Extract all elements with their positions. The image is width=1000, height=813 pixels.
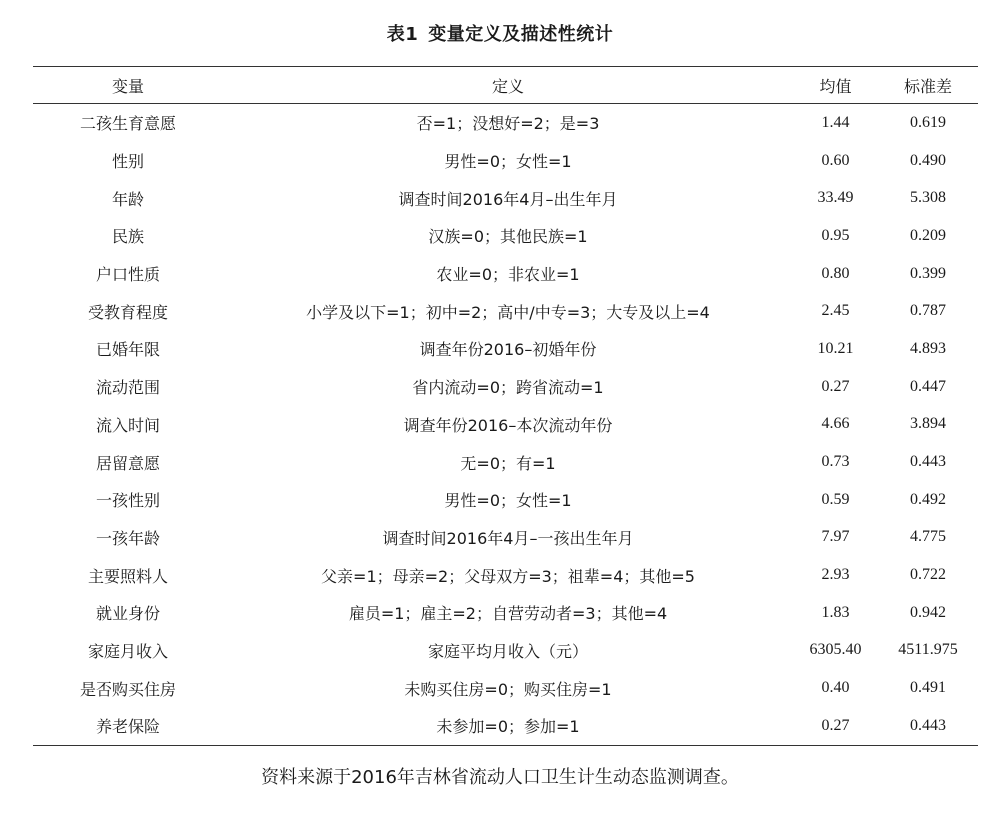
cell-definition: 汉族=0；其他民族=1 <box>428 227 588 247</box>
cell-definition: 调查年份2016–本次流动年份 <box>403 415 613 435</box>
cell-variable: 户口性质 <box>95 265 160 285</box>
table-row <box>33 556 978 594</box>
cell-mean: 0.40 <box>821 679 850 697</box>
header-definition: 定义 <box>491 76 524 96</box>
table-row <box>33 255 978 293</box>
cell-variable: 一孩年龄 <box>95 528 160 548</box>
cell-definition: 未参加=0；参加=1 <box>436 717 580 737</box>
cell-sd: 0.443 <box>910 453 946 471</box>
cell-mean: 0.27 <box>821 716 850 734</box>
table-row <box>33 368 978 406</box>
cell-definition: 父亲=1；母亲=2；父母双方=3；祖辈=4；其他=5 <box>321 566 695 586</box>
cell-sd: 4.893 <box>910 339 946 357</box>
table-body <box>33 104 978 746</box>
cell-sd: 4511.975 <box>898 641 958 659</box>
table-title-text: 变量定义及描述性统计 <box>428 24 614 45</box>
cell-sd: 4.775 <box>910 528 946 546</box>
cell-mean: 1.83 <box>821 603 850 621</box>
cell-mean: 10.21 <box>817 339 854 357</box>
cell-variable: 一孩性别 <box>95 491 160 511</box>
cell-definition: 男性=0；女性=1 <box>444 491 572 511</box>
cell-definition: 否=1；没想好=2；是=3 <box>416 114 600 134</box>
cell-variable: 流动范围 <box>95 378 160 398</box>
cell-definition: 雇员=1；雇主=2；自营劳动者=3；其他=4 <box>348 604 668 624</box>
cell-variable: 主要照料人 <box>87 566 168 586</box>
cell-variable: 居留意愿 <box>95 453 160 473</box>
cell-sd: 0.492 <box>910 490 946 508</box>
table-title <box>0 20 1000 46</box>
cell-definition: 男性=0；女性=1 <box>444 152 572 172</box>
cell-sd: 5.308 <box>910 189 946 207</box>
cell-definition: 调查时间2016年4月–出生年月 <box>398 189 618 209</box>
cell-mean: 0.59 <box>821 490 850 508</box>
cell-variable: 二孩生育意愿 <box>79 114 176 134</box>
table-row <box>33 632 978 670</box>
table-row <box>33 406 978 444</box>
cell-mean: 6305.40 <box>809 641 862 659</box>
cell-sd: 0.619 <box>910 113 946 131</box>
table-row <box>33 443 978 481</box>
header-row <box>33 67 978 104</box>
cell-sd: 0.399 <box>910 264 946 282</box>
cell-sd: 0.490 <box>910 151 946 169</box>
cell-sd: 3.894 <box>910 415 946 433</box>
cell-sd: 0.491 <box>910 679 946 697</box>
cell-mean: 0.95 <box>821 226 850 244</box>
cell-definition: 小学及以下=1；初中=2；高中/中专=3；大专及以上=4 <box>306 302 710 322</box>
table-row <box>33 669 978 707</box>
cell-variable: 是否购买住房 <box>79 679 176 699</box>
cell-definition: 无=0；有=1 <box>460 453 556 473</box>
cell-definition: 未购买住房=0；购买住房=1 <box>404 679 612 699</box>
cell-mean: 2.93 <box>821 566 850 584</box>
table-header <box>33 67 978 104</box>
cell-mean: 0.60 <box>821 151 850 169</box>
cell-mean: 7.97 <box>821 528 850 546</box>
cell-definition: 调查时间2016年4月–一孩出生年月 <box>382 528 634 548</box>
table-row <box>33 481 978 519</box>
header-variable: 变量 <box>111 76 144 96</box>
cell-variable: 流入时间 <box>95 415 160 435</box>
table-row <box>33 519 978 557</box>
cell-definition: 调查年份2016–初婚年份 <box>419 340 597 360</box>
cell-definition: 农业=0；非农业=1 <box>436 265 580 285</box>
cell-variable: 民族 <box>111 227 144 247</box>
cell-mean: 0.73 <box>821 453 850 471</box>
cell-variable: 就业身份 <box>95 604 160 624</box>
cell-mean: 0.80 <box>821 264 850 282</box>
cell-sd: 0.447 <box>910 377 946 395</box>
cell-variable: 已婚年限 <box>95 340 160 360</box>
table-row <box>33 292 978 330</box>
cell-sd: 0.942 <box>910 603 946 621</box>
data-source-note: 资料来源于2016年吉林省流动人口卫生计生动态监测调查。 <box>261 767 739 788</box>
header-mean: 均值 <box>819 76 852 96</box>
cell-variable: 养老保险 <box>95 717 160 737</box>
header-sd: 标准差 <box>903 76 952 96</box>
cell-mean: 0.27 <box>821 377 850 395</box>
cell-variable: 性别 <box>111 152 144 172</box>
cell-sd: 0.443 <box>910 716 946 734</box>
cell-mean: 2.45 <box>821 302 850 320</box>
cell-variable: 受教育程度 <box>87 302 168 322</box>
table-number: 表1 <box>386 24 419 45</box>
cell-mean: 1.44 <box>821 113 850 131</box>
table-row <box>33 104 978 142</box>
cell-definition: 省内流动=0；跨省流动=1 <box>412 378 604 398</box>
table-row <box>33 330 978 368</box>
table-row <box>33 179 978 217</box>
table-row <box>33 594 978 632</box>
table-row <box>33 707 978 745</box>
cell-definition: 家庭平均月收入（元） <box>427 641 588 661</box>
cell-mean: 4.66 <box>821 415 850 433</box>
cell-sd: 0.722 <box>910 566 946 584</box>
cell-mean: 33.49 <box>817 189 854 207</box>
cell-variable: 年龄 <box>111 189 144 209</box>
descriptive-statistics-table <box>33 66 978 746</box>
cell-variable: 家庭月收入 <box>87 641 168 661</box>
cell-sd: 0.209 <box>910 226 946 244</box>
cell-sd: 0.787 <box>910 302 946 320</box>
table-row <box>33 142 978 180</box>
table-row <box>33 217 978 255</box>
